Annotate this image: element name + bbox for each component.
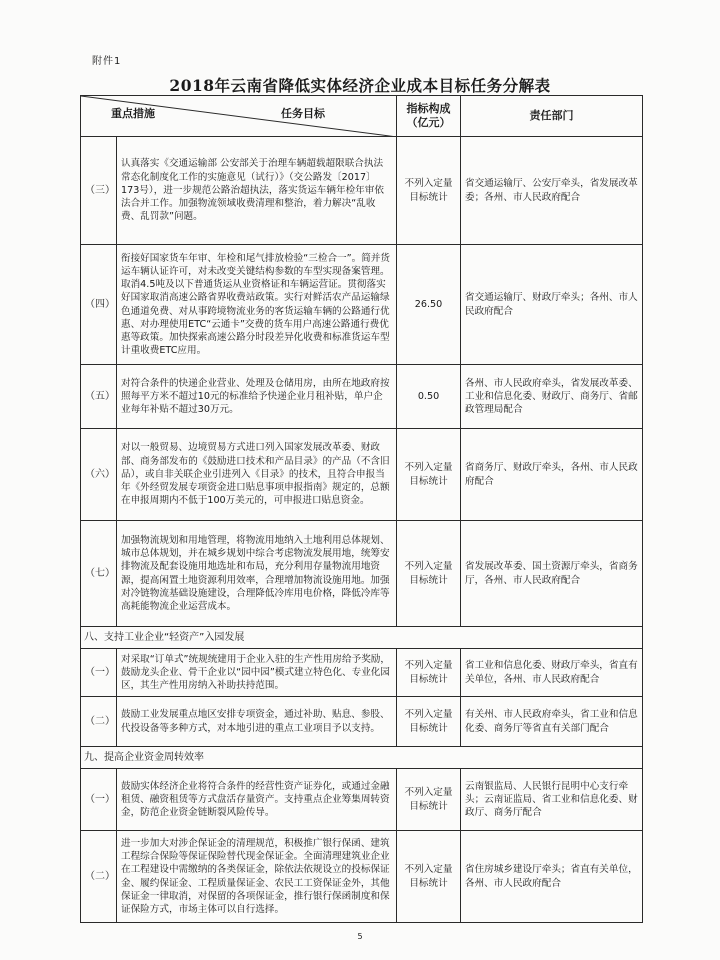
section-heading: 八、支持工业企业“轻资产”入园发展 (81, 627, 643, 649)
row-dept: 有关州、市人民政府牵头，省工业和信息化委、商务厅等省直有关部门配合 (461, 697, 643, 747)
row-index: （六） (81, 429, 117, 521)
header-task: 任务目标 (281, 107, 325, 120)
row-indicator: 不列入定量目标统计 (397, 429, 461, 521)
table-row (81, 429, 643, 521)
row-index: （一） (81, 649, 117, 697)
header-measure: 重点措施 (111, 107, 155, 120)
row-dept: 省交通运输厅、公安厅牵头，省发展改革委；各州、市人民政府配合 (461, 137, 643, 245)
table-row (81, 831, 643, 923)
row-indicator: 26.50 (397, 245, 461, 365)
table-row (81, 769, 643, 831)
row-task: 进一步加大对涉企保证金的清理规范，积极推广银行保函、建筑工程综合保险等保证保险替代现金保证金。全面清理建筑业企业在工程建设中需缴纳的各类保证金，除依法依规设立的投标保证金、履约保证金、工程质量保证金、农民工工资保证金外，其他保证金一律取消，对保留的各项保证金，推行银行保函制度和保证保险方式，市场主体可以自行选择。 (117, 831, 397, 923)
row-indicator: 不列入定量目标统计 (397, 769, 461, 831)
row-task: 衔接好国家货车年审、年检和尾气排放检验“三检合一”。简并货运车辆认证许可，对未改变关键结构参数的车型实现备案管理。取消4.5吨及以下普通货运从业资格证和车辆运营证。贯彻落实好国家取消高速公路省界收费站政策。实行对鲜活农产品运输绿色通道免费、对从事跨境物流业务的客货运输车辆的公路通行优惠、对办理使用ETC“云通卡”交费的货车用户高速公路通行费优惠等政策。加快探索高速公路分时段差异化收费和标准货运车型计重收费ETC应用。 (117, 245, 397, 365)
row-dept: 云南银监局、人民银行昆明中心支行牵头；云南证监局、省工业和信息化委、财政厅、商务厅配合 (461, 769, 643, 831)
row-index: （三） (81, 137, 117, 245)
row-task: 对采取“订单式”统规统建用于企业入驻的生产性用房给予奖励，鼓励龙头企业、骨干企业以“园中园”模式建立特色化、专业化园区，其生产性用房纳入补助扶持范围。 (117, 649, 397, 697)
row-indicator: 不列入定量目标统计 (397, 137, 461, 245)
row-task: 对以一般贸易、边境贸易方式进口列入国家发展改革委、财政部、商务部发布的《鼓励进口技术和产品目录》的产品（不含旧品），或自非关联企业引进列入《目录》的技术，且符合申报当年《外经贸发展专项资金进口贴息事项申报指南》规定的，总额在申报周期内不低于100万美元的，可申报进口贴息资金。 (117, 429, 397, 521)
row-indicator: 不列入定量目标统计 (397, 697, 461, 747)
row-task: 鼓励工业发展重点地区安排专项资金，通过补助、贴息、参股、代投设备等多种方式，对本地引进的重点工业项目予以支持。 (117, 697, 397, 747)
row-indicator: 0.50 (397, 365, 461, 429)
task-table (80, 95, 643, 923)
header-dept: 责任部门 (461, 96, 643, 137)
row-indicator: 不列入定量目标统计 (397, 649, 461, 697)
row-dept: 省发展改革委、国土资源厅牵头，省商务厅，各州、市人民政府配合 (461, 521, 643, 627)
table-header-row (81, 96, 643, 137)
row-task: 认真落实《交通运输部 公安部关于治理车辆超载超限联合执法常态化制度化工作的实施意见（试行）》（交公路发〔2017〕173号），进一步规范公路治超执法，落实货运车辆年检年审依法合并工作。加强物流领域收费清理和整治，着力解决“乱收费、乱罚款”问题。 (117, 137, 397, 245)
row-task: 对符合条件的快递企业营业、处理及仓储用房，由所在地政府按照每平方米不超过10元的标准给予快递企业月租补贴，单户企业每年补贴不超过30万元。 (117, 365, 397, 429)
row-index: （一） (81, 769, 117, 831)
section-heading: 九、提高企业资金周转效率 (81, 747, 643, 769)
row-dept: 各州、市人民政府牵头，省发展改革委、工业和信息化委、财政厅、商务厅、省邮政管理局配合 (461, 365, 643, 429)
row-task: 加强物流规划和用地管理，将物流用地纳入土地利用总体规划、城市总体规划，并在城乡规划中综合考虑物流发展用地，统筹安排物流及配套设施用地选址和布局，充分利用存量物流用地资源，提高闲置土地资源利用效率，合理增加物流设施用地。加强对冷链物流基础设施建设，合理降低冷库用电价格，降低冷库等高耗能物流企业运营成本。 (117, 521, 397, 627)
row-dept: 省商务厅、财政厅牵头，各州、市人民政府配合 (461, 429, 643, 521)
row-indicator: 不列入定量目标统计 (397, 831, 461, 923)
row-indicator: 不列入定量目标统计 (397, 521, 461, 627)
document-title: 2018年云南省降低实体经济企业成本目标任务分解表 (169, 76, 551, 95)
header-measure-task (81, 96, 397, 137)
table-row (81, 649, 643, 697)
row-dept: 省住房城乡建设厅牵头；省直有关单位，各州、市人民政府配合 (461, 831, 643, 923)
row-index: （五） (81, 365, 117, 429)
row-task: 鼓励实体经济企业将符合条件的经营性资产证券化，或通过金融租赁、融资租赁等方式盘活存量资产。支持重点企业筹集周转资金，防范企业资金链断裂风险传导。 (117, 769, 397, 831)
row-dept: 省工业和信息化委、财政厅牵头，省直有关单位，各州、市人民政府配合 (461, 649, 643, 697)
table-row (81, 245, 643, 365)
attachment-label: 附件1 (92, 56, 122, 67)
section-row (81, 627, 643, 649)
row-dept: 省交通运输厅、财政厅牵头；各州、市人民政府配合 (461, 245, 643, 365)
table-row (81, 697, 643, 747)
row-index: （七） (81, 521, 117, 627)
table-row (81, 137, 643, 245)
header-indicator: 指标构成 （亿元） (397, 96, 461, 137)
row-index: （四） (81, 245, 117, 365)
row-index: （二） (81, 697, 117, 747)
table-row (81, 365, 643, 429)
section-row (81, 747, 643, 769)
page-number: 5 (357, 932, 363, 941)
row-index: （二） (81, 831, 117, 923)
table-row (81, 521, 643, 627)
